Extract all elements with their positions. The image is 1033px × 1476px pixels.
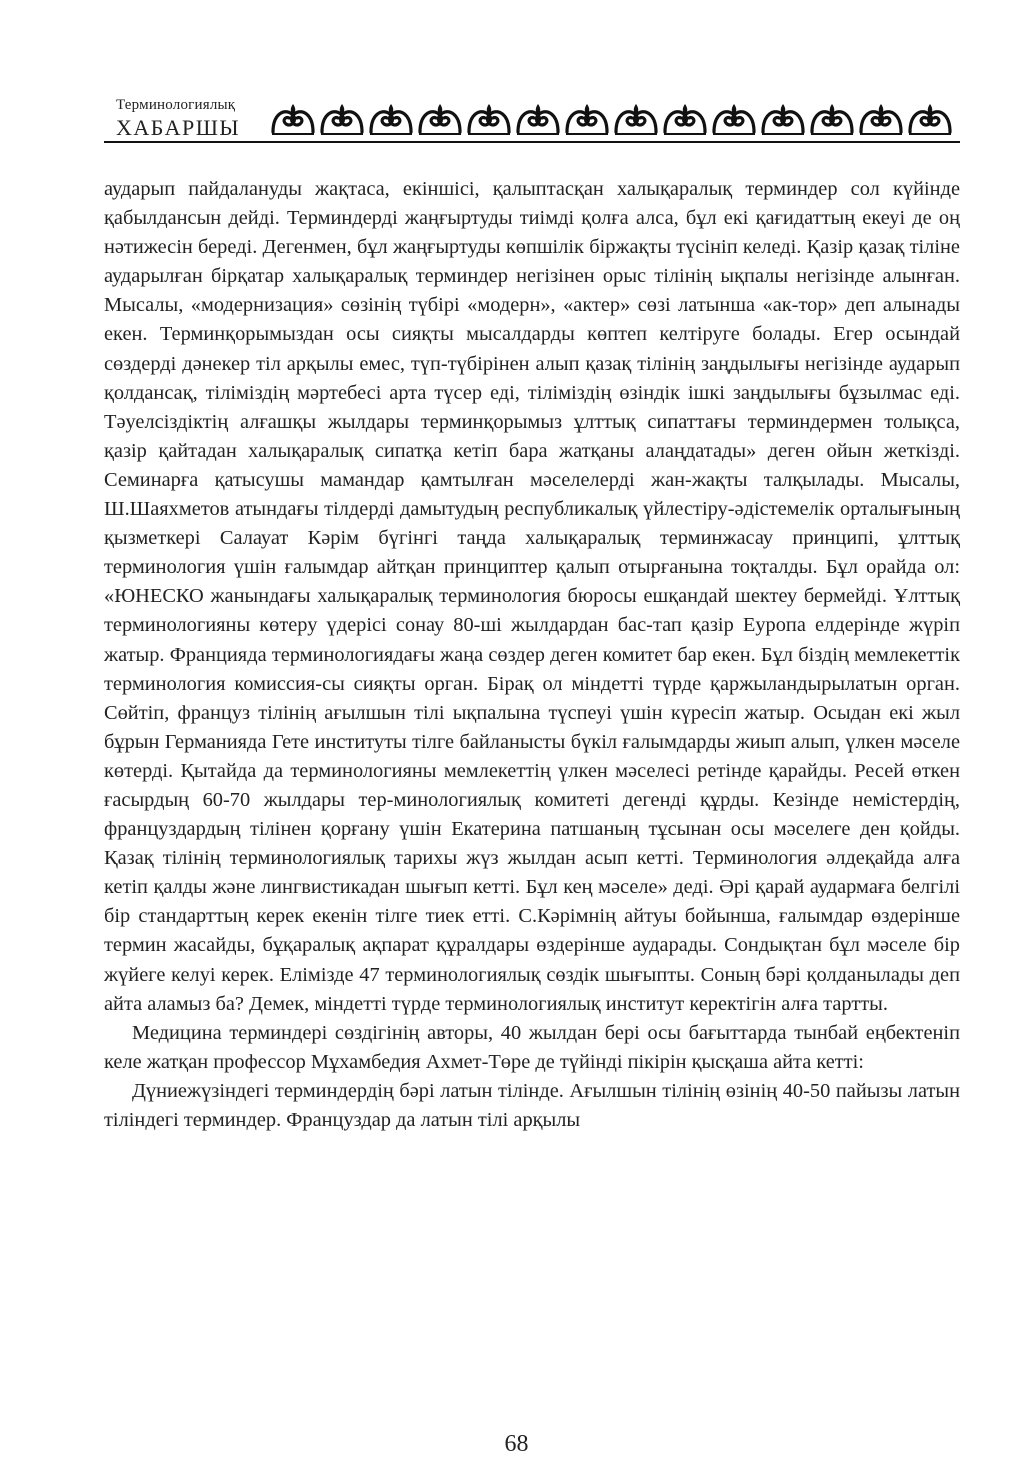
header-rule: [104, 141, 960, 143]
page-number: 68: [504, 1431, 529, 1457]
journal-title-large: ХАБАРШЫ: [116, 115, 241, 140]
page-header: [104, 97, 960, 145]
kazakh-ornament-band-icon: [270, 100, 960, 138]
paragraph-3: Дүниежүзіндегі терминдердің бәрі латын тілінде. Ағылшын тілінің өзінің 40-50 пайызы латын тіліндегі терминдер. Француздар да латын тілі арқылы: [104, 1079, 960, 1131]
journal-title-small: Терминологиялық: [116, 97, 236, 113]
paragraph-2: Медицина терминдері сөздігінің авторы, 40 жылдан бері осы бағыттарда тынбай еңбектеніп келе жатқан профессор Мұхамбедия Ахмет-Төре де түйінді пікірін қысқаша айта кетті:: [104, 1021, 960, 1073]
article-body: [104, 175, 960, 1135]
paragraph-1: аударып пайдалануды жақтаса, екіншісі, қалыптасқан халықаралық терминдер сол күйінде қабылдансын дейді. Терминдерді жаңғыртуды тиімді қолға алса, бұл екі қағидаттың екеуі де оң нәтижесін береді. Дегенмен, бұл жаңғыртуды көпшілік біржақты түсініп келеді. Қазір қазақ тіліне аударылған бірқатар халықаралық терминдер негізінен орыс тілінің ықпалы негізінде алынған. Мысалы, «модернизация» сөзінің түбірі «модерн», «актер» сөзі латынша «ак-тор» деп алынады екен. Терминқорымыздан осы сияқты мысалдарды көптеп келтіруге болады. Егер осындай сөздерді дәнекер тіл арқылы емес, түп-түбірінен алып қазақ тілінің заңдылығы негізінде аударып қолдансақ, тіліміздің мәртебесі арта түсер еді, тіліміздің өзіндік ішкі заңдылығы бұзылмас еді. Тәуелсіздіктің алғашқы жылдары терминқорымыз ұлттық сипаттағы терминдермен толықса, қазір қайтадан халықаралық сипатқа кетіп бара жатқаны алаңдатады» деген ойын жеткізді. Семинарға қатысушы мамандар қамтылған мәселелерді жан-жақты талқылады. Мысалы, Ш.Шаяхметов атындағы тілдерді дамытудың республикалық үйлестіру-әдістемелік орталығының қызметкері Салауат Кәрім бүгінгі таңда халықаралық терминжасау принципі, ұлттық терминология үшін ғалымдар айтқан принциптер қалып отырғанына тоқталды. Бұл орайда ол: «ЮНЕСКО жанындағы халықаралық терминология бюросы ешқандай шектеу бермейді. Ұлттық терминологияны көтеру үдерісі сонау 80-ші жылдардан бас-тап қазір Еуропа елдерінде жүріп жатыр. Францияда терминологиядағы жаңа сөздер деген комитет бар екен. Бұл біздің мемлекеттік терминология комиссия-сы сияқты орган. Бірақ ол міндетті түрде қаржыландырылатын орган. Сөйтіп, француз тілінің ағылшын тілі ықпалына түспеуі үшін күресіп жатыр. Осыдан екі жыл бұрын Германияда Гете институты тілге байланысты бүкіл ғалымдарды жиып алып, үлкен мәселе көтерді. Қытайда да терминологияны мемлекеттің үлкен мәселесі ретінде қарайды. Ресей өткен ғасырдың 60-70 жылдары тер-минологиялық комитеті дегенді құрды. Кезінде немістердің, француздардың тілінен қорғану үшін Екатерина патшаның тұсынан осы мәселеге ден қойды. Қазақ тілінің терминологиялық тарихы жүз жылдан асып кетті. Терминология әлдеқайда алға кетіп қалды және лингвистикадан шығып кетті. Бұл кең мәселе» деді. Әрі қарай аудармаға белгілі бір стандарттың керек екенін тілге тиек етті. С.Кәрімнің айтуы бойынша, ғалымдар өздерінше термин жасайды, бұқаралық ақпарат құралдары өздерінше аударады. Сондықтан бұл мәселе бір жүйеге келуі керек. Елімізде 47 терминологиялық сөздік шығыпты. Соның бәрі қолданылады деп айта аламыз ба? Демек, міндетті түрде терминологиялық институт керектігін алға тартты.: [104, 178, 960, 1015]
